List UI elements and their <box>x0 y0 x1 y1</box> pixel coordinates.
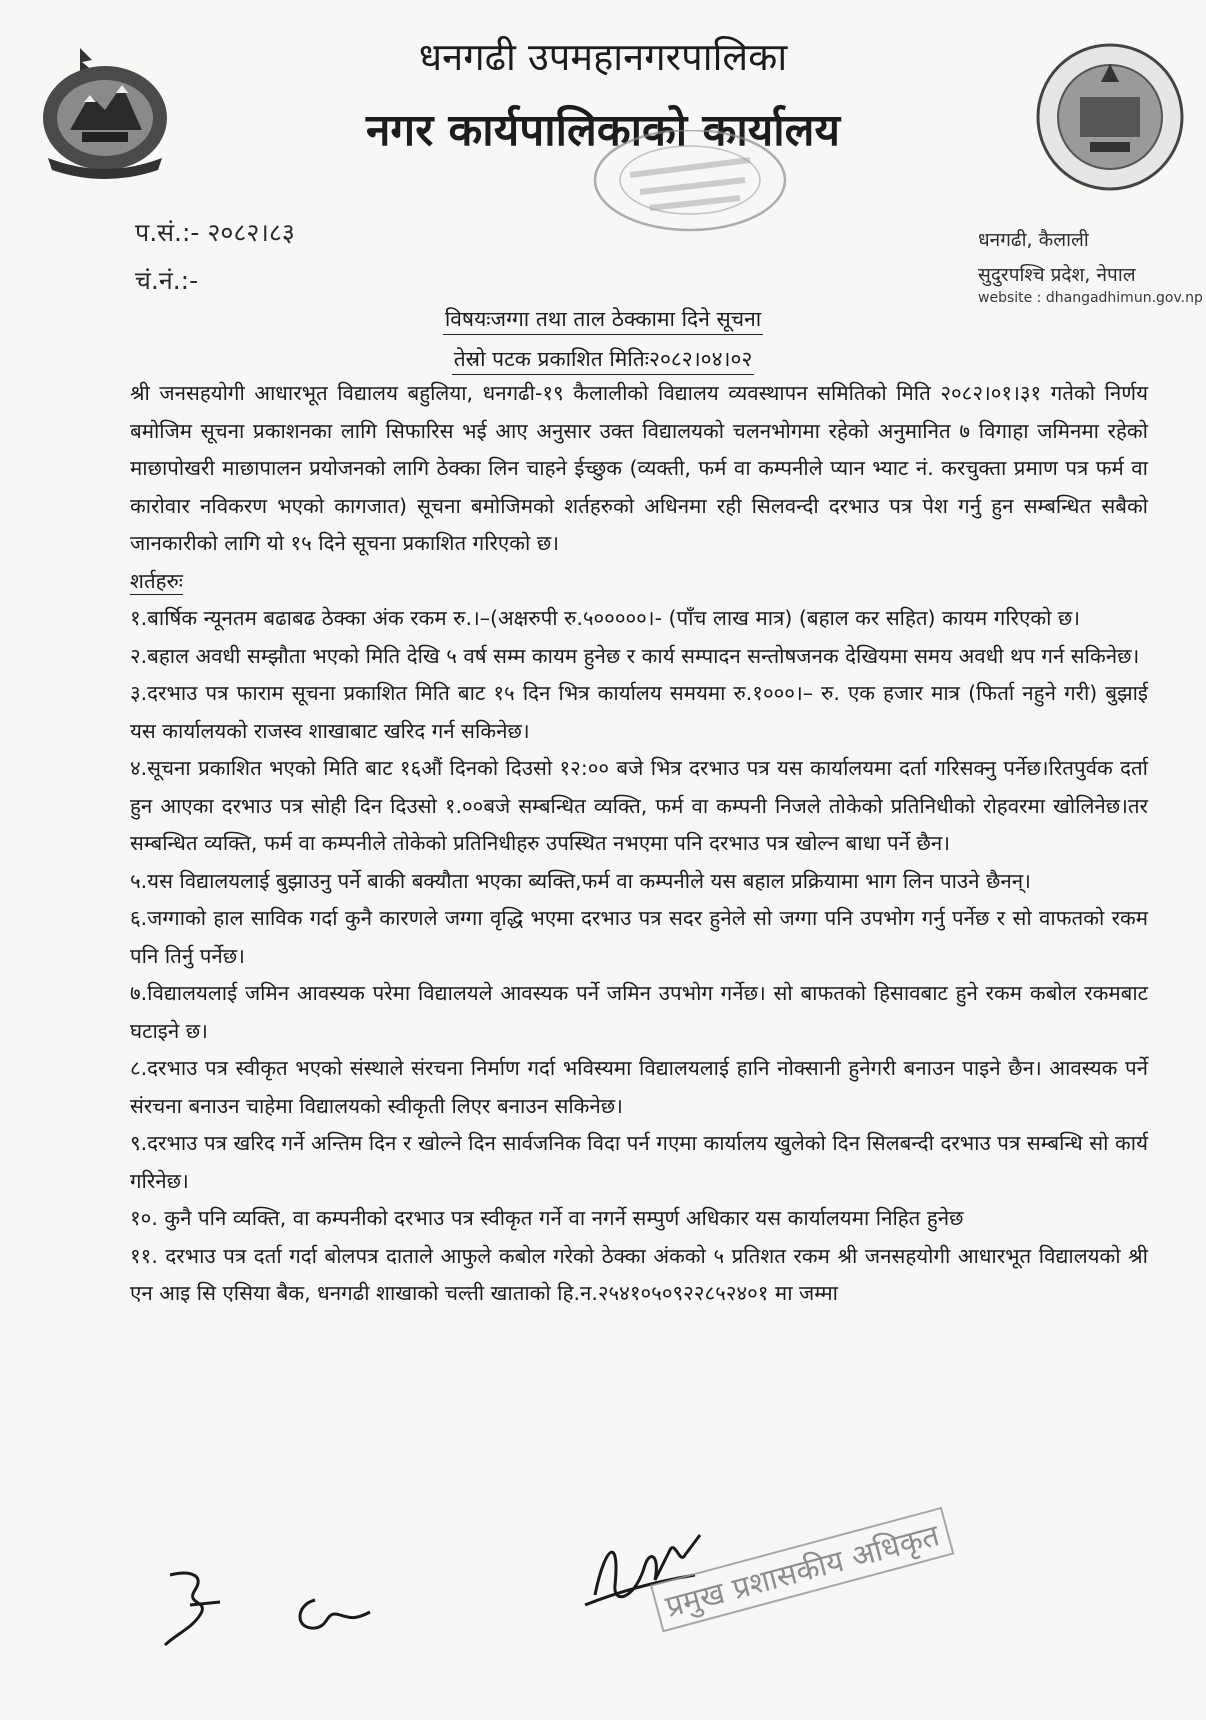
website-url: website : dhangadhimun.gov.np <box>978 290 1203 306</box>
condition-item: ८.दरभाउ पत्र स्वीकृत भएको संस्थाले संरचना निर्माण गर्दा भविस्यमा विद्यालयलाई हानि नोक्सानी हुनेगरी बनाउन पाइने छैन। आवस्यक पर्ने संरचना बनाउन चाहेमा विद्यालयको स्वीकृती लिएर बनाउन सकिनेछ। <box>130 1056 1148 1118</box>
condition-item: ७.विद्यालयलाई जमिन आवस्यक परेमा विद्यालयले आवस्यक पर्ने जमिन उपभोग गर्नेछ। सो बाफतको हिसावबाट हुने रकम कबोल रकमबाट घटाइने छ। <box>130 981 1148 1043</box>
signature-1-icon <box>150 1560 240 1650</box>
address-city: धनगढी, कैलाली <box>978 229 1089 251</box>
signature-2-icon <box>285 1590 375 1640</box>
office-round-stamp-icon <box>580 130 820 240</box>
intro-paragraph: श्री जनसहयोगी आधारभूत विद्यालय बहुलिया, धनगढी-१९ कैलालीको विद्यालय व्यवस्थापन समितिको मिति २०८२।०१।३१ गतेको निर्णय बमोजिम सूचना प्रकाशनका लागि सिफारिस भई आए अनुसार उक्त विद्यालयको चलनभोगमा रहेको अनुमानित ७ विगाहा जमिनमा रहेको माछापोखरी माछापालन प्रयोजनको लागि ठेक्का लिन चाहने ईच्छुक (व्यक्ती, फर्म वा कम्पनीले प्यान भ्याट नं. करचुक्ता प्रमाण पत्र फर्म वा कारोवार नविकरण भएको कागजात) सूचना बमोजिमको शर्तहरुको अधिनमा रही सिलवन्दी दरभाउ पत्र पेश गर्नु हुन सम्बन्धित सबैको जानकारीको लागि यो १५ दिने सूचना प्रकाशित गरिएको छ। <box>130 381 1148 555</box>
chief-officer-stamp: प्रमुख प्रशासकीय अधिकृत <box>650 1507 954 1632</box>
condition-item: ४.सूचना प्रकाशित भएको मिति बाट १६औं दिनको दिउसो १२:०० बजे भित्र दरभाउ पत्र यस कार्यालयमा दर्ता गरिसक्नु पर्नेछ।रितपुर्वक दर्ता हुन आएका दरभाउ पत्र सोही दिन दिउसो १.००बजे सम्बन्धित व्यक्ति, फर्म वा कम्पनी निजले तोकेको प्रतिनिधीको रोहवरमा खोलिनेछ।तर सम्बन्धित व्यक्ति, फर्म वा कम्पनीले तोकेको प्रतिनिधीहरु उपस्थित नभएमा पनि दरभाउ पत्र खोल्न बाधा पर्ने छैन। <box>130 756 1148 855</box>
dispatch-number: चं.नं.:- <box>135 266 199 295</box>
address-province: सुदुरपश्चि प्रदेश, नेपाल <box>978 264 1136 286</box>
condition-item: ६.जग्गाको हाल साविक गर्दा कुनै कारणले जग्गा वृद्धि भएमा दरभाउ पत्र सदर हुनेले सो जग्गा पनि उपभोग गर्नु पर्नेछ र सो वाफतको रकम पनि तिर्नु पर्नेछ। <box>130 906 1148 968</box>
publish-date: तेस्रो पटक प्रकाशित मितिः२०८२।०४।०२ <box>452 347 755 375</box>
municipality-seal-icon <box>1035 42 1185 192</box>
condition-item: १.बार्षिक न्यूनतम बढाबढ ठेक्का अंक रकम रु.।–(अक्षरुपी रु.५०००००।- (पाँच लाख मात्र) (बहाल कर सहित) कायम गरिएको छ। <box>130 606 1081 630</box>
municipality-name: धनगढी उपमहानगरपालिका <box>418 35 788 79</box>
reference-number: प.सं.:- २०८२।८३ <box>135 218 295 247</box>
condition-item: ११. दरभाउ पत्र दर्ता गर्दा बोलपत्र दाताले आफुले कबोल गरेको ठेक्का अंकको ५ प्रतिशत रकम श्री जनसहयोगी आधारभूत विद्यालयको श्री एन आइ सि एसिया बैक, धनगढी शाखाको चल्ती खाताको हि.न.२५४१०५०९२२८५२४०१ मा जम्मा <box>130 1243 1148 1305</box>
condition-item: २.बहाल अवधी सम्झौता भएको मिति देखि ५ वर्ष सम्म कायम हुनेछ र कार्य सम्पादन सन्तोषजनक देखियमा समय अवधी थप गर्न सकिनेछ। <box>130 643 1140 668</box>
condition-item: ९.दरभाउ पत्र खरिद गर्ने अन्तिम दिन र खोल्ने दिन सार्वजनिक विदा पर्न गएमा कार्यालय खुलेको दिन सिलबन्दी दरभाउ पत्र सम्बन्धि सो कार्य गरिनेछ। <box>130 1131 1148 1193</box>
subject-title: विषयःजग्गा तथा ताल ठेक्कामा दिने सूचना <box>443 307 763 335</box>
condition-item: ५.यस विद्यालयलाई बुझाउनु पर्ने बाकी बक्यौता भएका ब्यक्ति,फर्म वा कम्पनीले यस बहाल प्रक्रियामा भाग लिन पाउने छैनन्। <box>130 868 1031 893</box>
notice-subject <box>0 305 1206 333</box>
condition-item: १०. कुनै पनि व्यक्ति, वा कम्पनीको दरभाउ पत्र स्वीकृत गर्ने वा नगर्ने सम्पुर्ण अधिकार यस कार्यालयमा निहित हुनेछ <box>130 1206 964 1230</box>
notice-publish-date <box>0 345 1206 373</box>
notice-body <box>130 375 1148 1313</box>
conditions-heading: शर्तहरुः <box>130 568 183 593</box>
condition-item: ३.दरभाउ पत्र फाराम सूचना प्रकाशित मिति बाट १५ दिन भित्र कार्यालय समयमा रु.१०००।– रु. एक हजार मात्र (फिर्ता नहुने गरी) बुझाई यस कार्यालयको राजस्व शाखाबाट खरिद गर्न सकिनेछ। <box>130 681 1148 743</box>
office-name: नगर कार्यपालिकाको कार्यालय <box>366 105 840 156</box>
